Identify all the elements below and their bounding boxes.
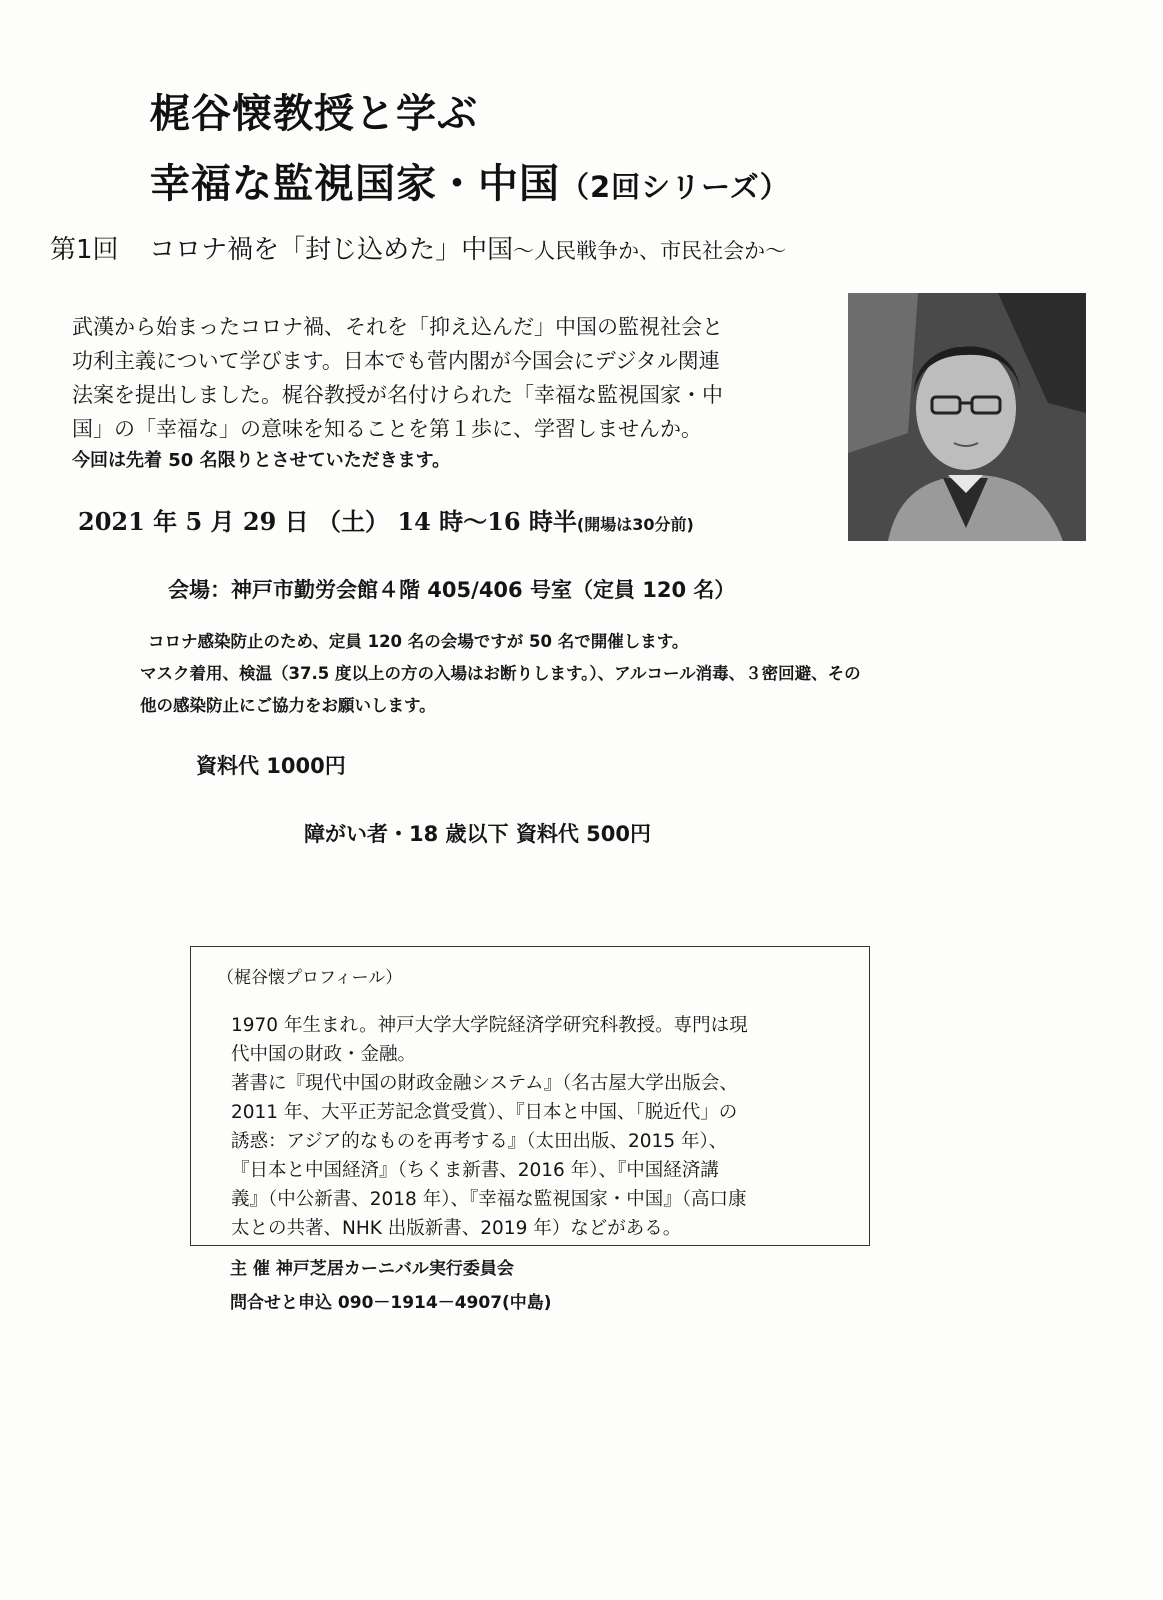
title-main: 幸福な監視国家・中国 (150, 161, 560, 207)
session-topic: コロナ禍を「封じ込めた」中国 (149, 235, 514, 265)
limit-notice: 今回は先着 50 名限りとさせていただきます。 (72, 450, 451, 471)
intro-line: 武漢から始まったコロナ禍、それを「抑え込んだ」中国の監視社会と (72, 315, 723, 339)
title-line-1: 梶谷懐教授と学ぶ (150, 91, 478, 137)
intro-line: 法案を提出しました。梶谷教授が名付けられた「幸福な監視国家・中 (72, 383, 723, 407)
profile-line: 太との共著、NHK 出版新書、2019 年）などがある。 (231, 1218, 682, 1239)
profile-line: 2011 年、大平正芳記念賞受賞）、『日本と中国、「脱近代」の (231, 1102, 738, 1123)
intro-line: 国」の「幸福な」の意味を知ることを第１歩に、学習しませんか。 (72, 417, 702, 441)
infection-notes (140, 626, 861, 722)
datetime-text: 2021 年 5 月 29 日 （土） 14 時～16 時半 (78, 507, 577, 536)
intro-text (72, 310, 723, 476)
profile-heading: （梶谷懐プロフィール） (217, 968, 403, 988)
venue: 会場：神戸市勤労会館４階 405/406 号室（定員 120 名） (168, 578, 736, 602)
opening-note: (開場は30分前) (576, 515, 694, 534)
profile-body (231, 1011, 748, 1243)
profile-line: 代中国の財政・金融。 (231, 1044, 417, 1065)
contact: 問合せと申込 090－1914－4907(中島) (230, 1293, 552, 1313)
event-datetime (78, 502, 694, 537)
title-series: （2回シリーズ） (560, 170, 790, 204)
speaker-portrait-icon (848, 293, 1086, 541)
note-line: マスク着用、検温（37.5 度以上の方の入場はお断りします。）、アルコール消毒、３密回避、その (140, 664, 861, 683)
intro-line: 功利主義について学びます。日本でも菅内閣が今国会にデジタル関連 (72, 349, 720, 373)
profile-line: 義』（中公新書、2018 年）、『幸福な監視国家・中国』（高口康 (231, 1189, 747, 1210)
session-topic-tail: ～人民戦争か、市民社会か～ (513, 239, 787, 263)
speaker-photo (848, 293, 1086, 541)
fee-general: 資料代 1000円 (196, 754, 346, 778)
profile-line: 誘惑：アジア的なものを再考する』（太田出版、2015 年）、 (231, 1131, 728, 1152)
title-line-2 (150, 152, 790, 209)
session-subtitle (50, 229, 786, 266)
note-line: 他の感染防止にご協力をお願いします。 (140, 696, 436, 715)
session-label: 第1回 (50, 235, 119, 265)
profile-box (190, 946, 870, 1246)
profile-line: 1970 年生まれ。神戸大学大学院経済学研究科教授。専門は現 (231, 1015, 748, 1036)
organizer: 主 催 神戸芝居カーニバル実行委員会 (230, 1259, 514, 1279)
profile-line: 著書に『現代中国の財政金融システム』（名古屋大学出版会、 (231, 1073, 738, 1094)
profile-line: 『日本と中国経済』（ちくま新書、2016 年）、『中国経済講 (231, 1160, 719, 1181)
note-line: コロナ感染防止のため、定員 120 名の会場ですが 50 名で開催します。 (148, 632, 689, 651)
fee-reduced: 障がい者・18 歳以下 資料代 500円 (304, 822, 651, 846)
